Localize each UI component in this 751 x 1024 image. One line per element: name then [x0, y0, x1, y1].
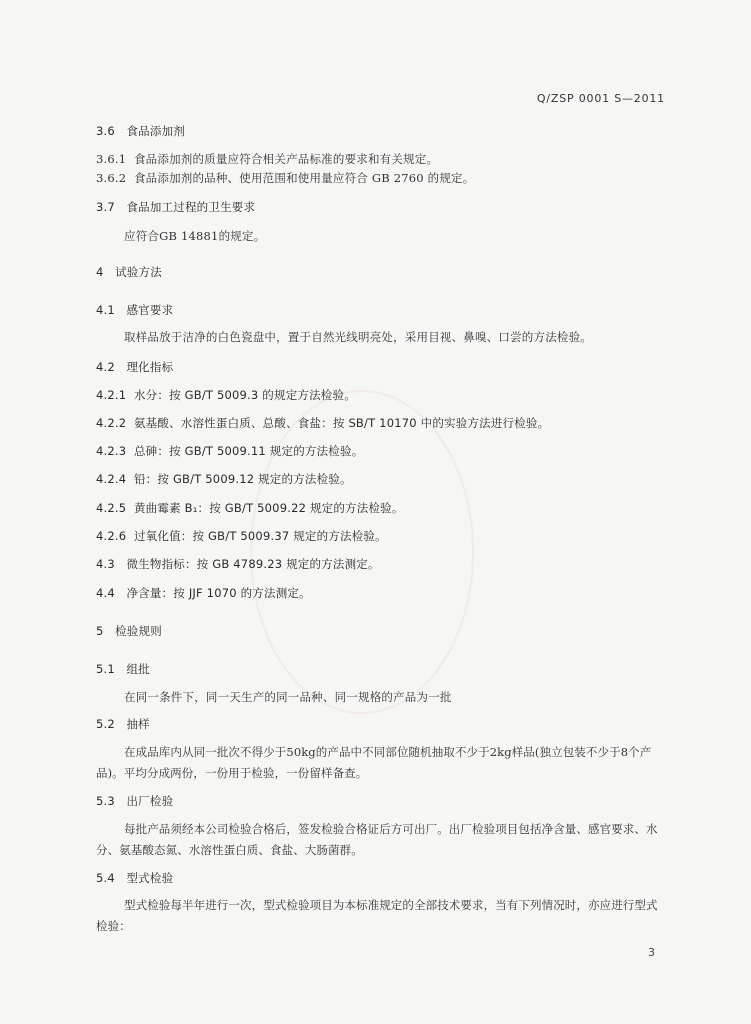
page-number: 3 [648, 946, 655, 959]
section-number: 4.3 [96, 557, 115, 571]
section-number: 3.6 [96, 124, 115, 138]
clause-3-6-1 [96, 152, 438, 166]
clause-number: 4.2.1 [96, 388, 127, 402]
section-number: 5.4 [96, 871, 115, 885]
section-text: 微生物指标：按 GB 4789.23 规定的方法测定。 [126, 557, 380, 571]
section-title: 食品加工过程的卫生要求 [126, 200, 256, 214]
section-5-2-heading [96, 717, 150, 731]
section-4-1-heading [96, 303, 173, 317]
section-title: 食品添加剂 [126, 124, 185, 138]
section-4-2-heading [96, 360, 173, 374]
standard-code: Q/ZSP 0001 S—2011 [536, 92, 665, 105]
section-4-3 [96, 557, 380, 571]
section-title: 感官要求 [126, 303, 174, 317]
section-3-7-text: 应符合GB 14881的规定。 [124, 229, 266, 243]
chapter-5-heading [96, 624, 162, 638]
section-5-2-text: 在成品库内从同一批次不得少于50kg的产品中不同部位随机抽取不少于2kg样品(独立包装不少于8个产品)。平均分成两份，一份用于检验，一份留样备查。 [96, 745, 652, 780]
clause-text: 食品添加剂的质量应符合相关产品标准的要求和有关规定。 [133, 152, 439, 166]
clause-text: 总砷：按 GB/T 5009.11 规定的方法检验。 [133, 444, 364, 458]
clause-number: 4.2.5 [96, 501, 127, 515]
section-3-7-heading [96, 200, 255, 214]
section-4-1-text: 取样品放于洁净的白色瓷盘中，置于自然光线明亮处，采用目视、鼻嗅、口尝的方法检验。 [124, 330, 592, 344]
section-5-4-heading [96, 871, 173, 885]
clause-4-2-3 [96, 444, 363, 458]
chapter-number: 4 [96, 265, 104, 279]
clause-text: 过氧化值：按 GB/T 5009.37 规定的方法检验。 [133, 529, 387, 543]
section-number: 3.7 [96, 200, 115, 214]
clause-number: 4.2.6 [96, 529, 127, 543]
section-number: 5.2 [96, 717, 115, 731]
chapter-4-heading [96, 265, 162, 279]
section-title: 理化指标 [126, 360, 174, 374]
clause-4-2-5 [96, 501, 404, 515]
section-5-3-heading [96, 794, 173, 808]
clause-number: 4.2.4 [96, 472, 127, 486]
clause-number: 4.2.2 [96, 416, 127, 430]
section-number: 4.1 [96, 303, 115, 317]
section-title: 出厂检验 [126, 794, 174, 808]
section-number: 4.2 [96, 360, 115, 374]
section-number: 4.4 [96, 586, 115, 600]
section-5-1-text: 在同一条件下，同一天生产的同一品种、同一规格的产品为一批 [124, 690, 452, 704]
section-5-4-text: 型式检验每半年进行一次，型式检验项目为本标准规定的全部技术要求，当有下列情况时，亦应进行型式检验： [96, 898, 658, 933]
section-number: 5.3 [96, 794, 115, 808]
clause-number: 3.6.2 [96, 171, 127, 185]
section-title: 抽样 [126, 717, 150, 731]
clause-text: 水分：按 GB/T 5009.3 的规定方法检验。 [133, 388, 356, 402]
section-title: 组批 [126, 662, 150, 676]
clause-4-2-1 [96, 388, 356, 402]
chapter-title: 试验方法 [115, 265, 162, 279]
chapter-title: 检验规则 [115, 624, 162, 638]
clause-3-6-2 [96, 171, 474, 185]
section-text: 净含量：按 JJF 1070 的方法测定。 [126, 586, 311, 600]
section-5-1-heading [96, 662, 150, 676]
clause-number: 4.2.3 [96, 444, 127, 458]
section-4-4 [96, 586, 311, 600]
clause-text: 食品添加剂的品种、使用范围和使用量应符合 GB 2760 的规定。 [133, 171, 475, 185]
faint-seal-stamp [250, 390, 474, 714]
clause-number: 3.6.1 [96, 152, 127, 166]
section-number: 5.1 [96, 662, 115, 676]
clause-4-2-2 [96, 416, 549, 430]
clause-4-2-6 [96, 529, 387, 543]
clause-text: 黄曲霉素 B₁：按 GB/T 5009.22 规定的方法检验。 [133, 501, 404, 515]
section-title: 型式检验 [126, 871, 174, 885]
section-5-3-text: 每批产品须经本公司检验合格后，签发检验合格证后方可出厂。出厂检验项目包括净含量、感官要求、水分、氨基酸态氮、水溶性蛋白质、食盐、大肠菌群。 [96, 822, 658, 857]
clause-4-2-4 [96, 472, 352, 486]
clause-text: 氨基酸、水溶性蛋白质、总酸、食盐：按 SB/T 10170 中的实验方法进行检验。 [133, 416, 550, 430]
chapter-number: 5 [96, 624, 104, 638]
section-3-6-heading [96, 124, 185, 138]
clause-text: 铅：按 GB/T 5009.12 规定的方法检验。 [133, 472, 352, 486]
